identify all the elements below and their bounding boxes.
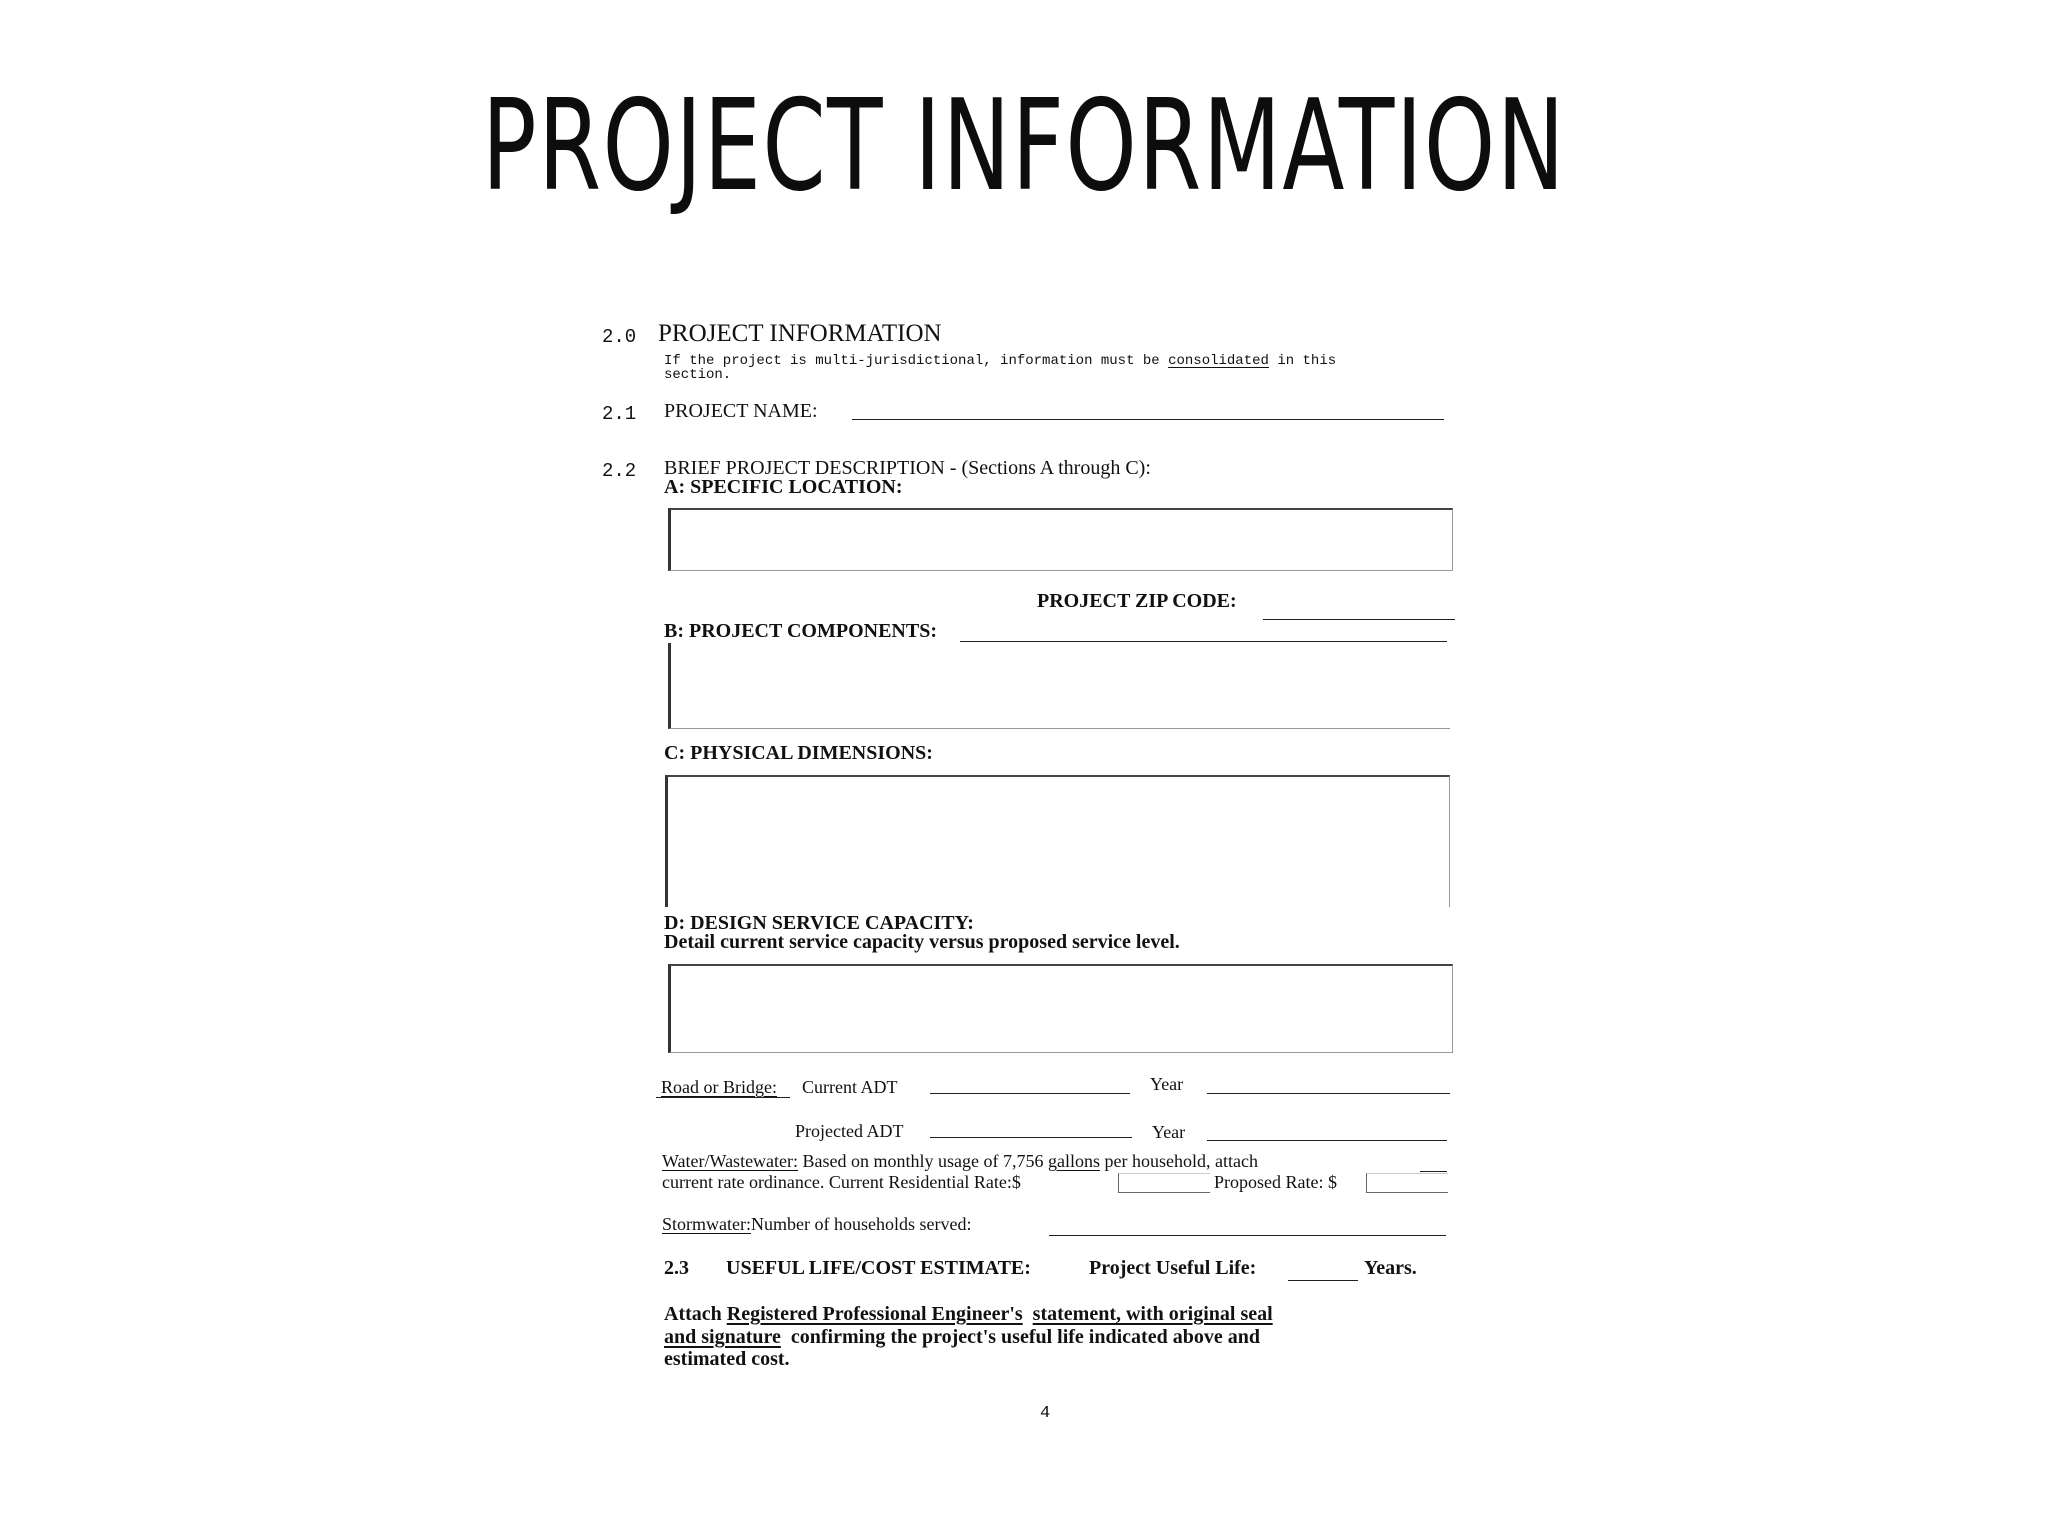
description-number: 2.2 [602, 460, 637, 482]
proposed-rate-label: Proposed Rate: $ [1214, 1172, 1337, 1192]
projected-adt-field[interactable] [930, 1137, 1132, 1138]
page-number: 4 [1040, 1404, 1051, 1423]
slide-title: PROJECT INFORMATION [481, 72, 1567, 219]
zip-code-label: PROJECT ZIP CODE: [1037, 590, 1237, 612]
components-label: B: PROJECT COMPONENTS: [664, 620, 937, 642]
useful-life-field[interactable] [1288, 1280, 1358, 1281]
proposed-rate-field[interactable] [1366, 1173, 1448, 1193]
section-note: If the project is multi-jurisdictional, information must be consolidated in this [664, 353, 1337, 369]
projected-adt-label: Projected ADT [795, 1121, 904, 1141]
section-number: 2.0 [602, 326, 637, 348]
dimensions-input-box[interactable] [665, 775, 1450, 907]
road-label-underline [656, 1097, 790, 1098]
year1-field[interactable] [1207, 1093, 1450, 1094]
road-label: Road or Bridge: [661, 1077, 777, 1097]
years-label: Years. [1364, 1257, 1417, 1279]
description-label: BRIEF PROJECT DESCRIPTION - (Sections A through C): [664, 457, 1151, 479]
section-title: PROJECT INFORMATION [658, 320, 942, 347]
section-note-line2: section. [664, 367, 732, 383]
project-useful-life-label: Project Useful Life: [1089, 1257, 1257, 1279]
location-label: A: SPECIFIC LOCATION: [664, 476, 903, 498]
components-line [960, 641, 1447, 642]
zip-code-field[interactable] [1263, 619, 1455, 620]
location-input-box[interactable] [668, 508, 1453, 571]
current-adt-field[interactable] [930, 1093, 1130, 1094]
attach-line2: and signature confirming the project's useful life indicated above and [664, 1326, 1260, 1348]
project-name-field[interactable] [852, 419, 1444, 420]
water-line1-tail [1420, 1171, 1447, 1172]
project-name-label: PROJECT NAME: [664, 400, 818, 422]
attach-line1: Attach Registered Professional Engineer's statement, with original seal [664, 1303, 1273, 1325]
households-field[interactable] [1049, 1235, 1446, 1236]
storm-line: Stormwater:Number of households served: [662, 1214, 972, 1234]
components-input-box[interactable] [668, 643, 1450, 729]
capacity-label: D: DESIGN SERVICE CAPACITY: [664, 912, 974, 934]
capacity-sublabel: Detail current service capacity versus proposed service level. [664, 931, 1180, 953]
year1-label: Year [1150, 1074, 1184, 1094]
water-line1: Water/Wastewater: Based on monthly usage of 7,756 gallons per household, attach [662, 1151, 1258, 1171]
year2-field[interactable] [1207, 1140, 1447, 1141]
useful-life-number: 2.3 [664, 1257, 689, 1279]
current-rate-field[interactable] [1118, 1173, 1210, 1193]
project-name-number: 2.1 [602, 403, 637, 425]
water-line2: current rate ordinance. Current Residential Rate:$ [662, 1172, 1021, 1192]
attach-line3: estimated cost. [664, 1348, 790, 1370]
useful-life-label: USEFUL LIFE/COST ESTIMATE: [726, 1257, 1031, 1279]
capacity-input-box[interactable] [668, 964, 1453, 1053]
dimensions-label: C: PHYSICAL DIMENSIONS: [664, 742, 933, 764]
current-adt-label: Current ADT [802, 1077, 898, 1097]
year2-label: Year [1152, 1122, 1186, 1142]
